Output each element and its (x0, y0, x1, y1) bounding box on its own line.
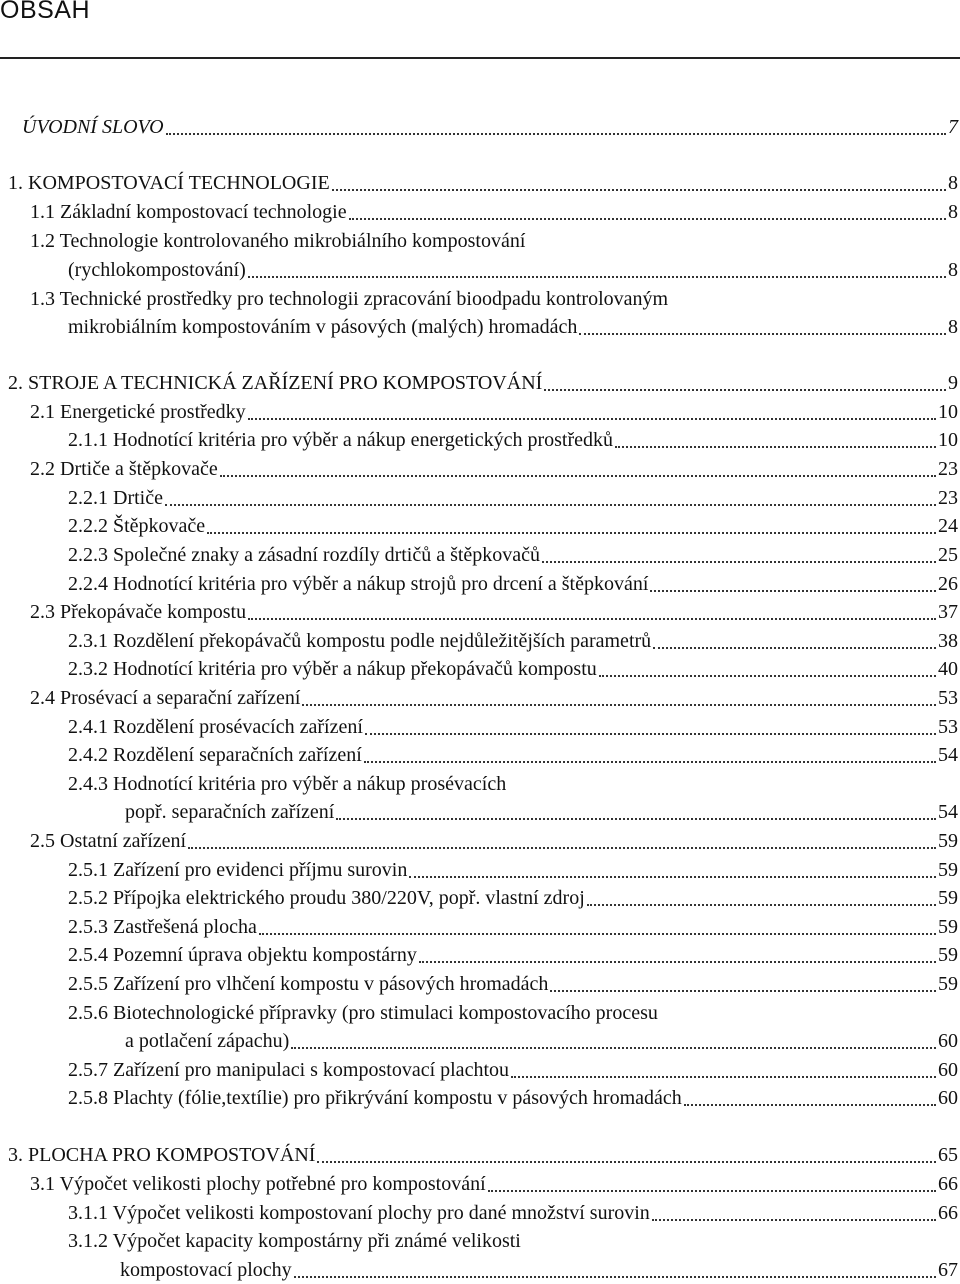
page-number: 66 (938, 1202, 958, 1224)
toc-entry-3-1-2-title: 3.1.2 Výpočet kapacity kompostárny při známé velikosti (68, 1230, 521, 1252)
dot-leader (653, 647, 936, 649)
dot-leader (684, 1104, 936, 1106)
dot-leader (332, 189, 946, 191)
dot-leader (599, 675, 936, 677)
page-number: 26 (938, 573, 958, 595)
toc-entry-2-2-1[interactable]: 2.2.1 Drtiče 23 (68, 484, 958, 512)
dot-leader (579, 333, 946, 335)
toc-entry-2-5-7[interactable]: 2.5.7 Zařízení pro manipulaci s kompostovací plachtou 60 (68, 1056, 958, 1084)
toc-entry-3[interactable]: 3. PLOCHA PRO KOMPOSTOVÁNÍ 65 (8, 1141, 958, 1169)
page-number: 59 (938, 830, 958, 852)
toc-entry-2-5-1[interactable]: 2.5.1 Zařízení pro evidenci příjmu surovin 59 (68, 856, 958, 884)
dot-leader (291, 1047, 936, 1049)
page-number: 8 (948, 201, 958, 223)
toc-entry-2-3[interactable]: 2.3 Překopávače kompostu 37 (30, 598, 958, 626)
toc-entry-2-5-2[interactable]: 2.5.2 Přípojka elektrického proudu 380/220V, popř. vlastní zdroj 59 (68, 884, 958, 912)
page-number: 10 (938, 401, 958, 423)
toc-entry-3-1-2[interactable]: kompostovací plochy 67 (120, 1256, 958, 1284)
toc-entry-2[interactable]: 2. STROJE A TECHNICKÁ ZAŘÍZENÍ PRO KOMPOSTOVÁNÍ 9 (8, 369, 958, 397)
page-number: 60 (938, 1087, 958, 1109)
page-number: 53 (938, 687, 958, 709)
title-divider (0, 57, 960, 59)
dot-leader (511, 1076, 936, 1078)
page-number: 67 (938, 1259, 958, 1281)
dot-leader (615, 446, 936, 448)
dot-leader (364, 761, 936, 763)
toc-entry-2-2[interactable]: 2.2 Drtiče a štěpkovače 23 (30, 455, 958, 483)
page-number: 8 (948, 316, 958, 338)
dot-leader (259, 933, 936, 935)
page-number: 59 (938, 887, 958, 909)
page-number: 25 (938, 544, 958, 566)
toc-entry-foreword[interactable]: ÚVODNÍ SLOVO 7 (22, 113, 958, 141)
dot-leader (544, 389, 946, 391)
toc-entry-2-4-3-title: 2.4.3 Hodnotící kritéria pro výběr a nákup prosévacích (68, 773, 507, 795)
page-number: 59 (938, 973, 958, 995)
dot-leader (165, 504, 936, 506)
page-title: OBSAH (0, 0, 91, 24)
toc-entry-2-1-1[interactable]: 2.1.1 Hodnotící kritéria pro výběr a nákup energetických prostředků 10 (68, 426, 958, 454)
dot-leader (542, 561, 936, 563)
page-number: 38 (938, 630, 958, 652)
toc-entry-2-5-4[interactable]: 2.5.4 Pozemní úprava objektu kompostárny 59 (68, 941, 958, 969)
toc-entry-2-5-6[interactable]: a potlačení zápachu) 60 (125, 1027, 958, 1055)
dot-leader (336, 818, 936, 820)
page-number: 59 (938, 859, 958, 881)
dot-leader (650, 590, 936, 592)
page-number: 37 (938, 601, 958, 623)
page-number: 40 (938, 658, 958, 680)
toc-entry-1-1[interactable]: 1.1 Základní kompostovací technologie 8 (30, 198, 958, 226)
toc-entry-2-1[interactable]: 2.1 Energetické prostředky 10 (30, 398, 958, 426)
dot-leader (419, 961, 936, 963)
toc-entry-2-5-8[interactable]: 2.5.8 Plachty (fólie,textílie) pro přikrývání kompostu v pásových hromadách 60 (68, 1084, 958, 1112)
dot-leader (302, 704, 936, 706)
toc-entry-1-3[interactable]: mikrobiálním kompostováním v pásových (malých) hromadách 8 (68, 313, 958, 341)
toc-entry-2-2-4[interactable]: 2.2.4 Hodnotící kritéria pro výběr a nákup strojů pro drcení a štěpkování 26 (68, 570, 958, 598)
dot-leader (652, 1219, 936, 1221)
dot-leader (166, 133, 946, 135)
page-number: 54 (938, 744, 958, 766)
toc-entry-2-4-2[interactable]: 2.4.2 Rozdělení separačních zařízení 54 (68, 741, 958, 769)
dot-leader (587, 904, 936, 906)
toc-entry-2-5-5[interactable]: 2.5.5 Zařízení pro vlhčení kompostu v pásových hromadách 59 (68, 970, 958, 998)
page-number: 8 (948, 172, 958, 194)
dot-leader (409, 876, 936, 878)
page-number: 60 (938, 1059, 958, 1081)
toc-entry-2-2-2[interactable]: 2.2.2 Štěpkovače 24 (68, 512, 958, 540)
page-number: 9 (948, 372, 958, 394)
toc-entry-2-4[interactable]: 2.4 Prosévací a separační zařízení 53 (30, 684, 958, 712)
dot-leader (317, 1161, 936, 1163)
dot-leader (248, 276, 946, 278)
page-number: 53 (938, 716, 958, 738)
page-number: 10 (938, 429, 958, 451)
toc-entry-1-2-title: 1.2 Technologie kontrolovaného mikrobiálního kompostování (30, 230, 526, 252)
dot-leader (349, 218, 946, 220)
page-number: 59 (938, 944, 958, 966)
toc-entry-2-3-1[interactable]: 2.3.1 Rozdělení překopávačů kompostu podle nejdůležitějších parametrů 38 (68, 627, 958, 655)
toc-entry-2-2-3[interactable]: 2.2.3 Společné znaky a zásadní rozdíly drtičů a štěpkovačů 25 (68, 541, 958, 569)
page-number: 54 (938, 801, 958, 823)
toc-entry-3-1[interactable]: 3.1 Výpočet velikosti plochy potřebné pro kompostování 66 (30, 1170, 958, 1198)
dot-leader (188, 847, 936, 849)
dot-leader (248, 418, 936, 420)
toc-entry-3-1-1[interactable]: 3.1.1 Výpočet velikosti kompostovaní plochy pro dané množství surovin 66 (68, 1199, 958, 1227)
toc-entry-2-5-6-title: 2.5.6 Biotechnologické přípravky (pro stimulaci kompostovacího procesu (68, 1002, 658, 1024)
toc-entry-2-4-3[interactable]: popř. separačních zařízení 54 (125, 798, 958, 826)
page-number: 59 (938, 916, 958, 938)
page-number: 7 (948, 116, 958, 138)
toc-entry-2-5-3[interactable]: 2.5.3 Zastřešená plocha 59 (68, 913, 958, 941)
dot-leader (220, 475, 936, 477)
page-number: 24 (938, 515, 958, 537)
page-number: 66 (938, 1173, 958, 1195)
dot-leader (550, 990, 936, 992)
page-number: 60 (938, 1030, 958, 1052)
dot-leader (488, 1190, 936, 1192)
dot-leader (207, 532, 936, 534)
toc-entry-2-3-2[interactable]: 2.3.2 Hodnotící kritéria pro výběr a nákup překopávačů kompostu 40 (68, 655, 958, 683)
page-number: 23 (938, 458, 958, 480)
toc-entry-2-5[interactable]: 2.5 Ostatní zařízení 59 (30, 827, 958, 855)
page-number: 23 (938, 487, 958, 509)
toc-entry-1[interactable]: 1. KOMPOSTOVACÍ TECHNOLOGIE 8 (8, 169, 958, 197)
toc-entry-2-4-1[interactable]: 2.4.1 Rozdělení prosévacích zařízení 53 (68, 713, 958, 741)
toc-entry-1-2[interactable]: (rychlokompostování) 8 (68, 256, 958, 284)
toc-entry-1-3-title: 1.3 Technické prostředky pro technologii zpracování bioodpadu kontrolovaným (30, 288, 669, 310)
dot-leader (365, 733, 936, 735)
dot-leader (294, 1276, 936, 1278)
page-number: 65 (938, 1144, 958, 1166)
page-number: 8 (948, 259, 958, 281)
dot-leader (248, 618, 936, 620)
